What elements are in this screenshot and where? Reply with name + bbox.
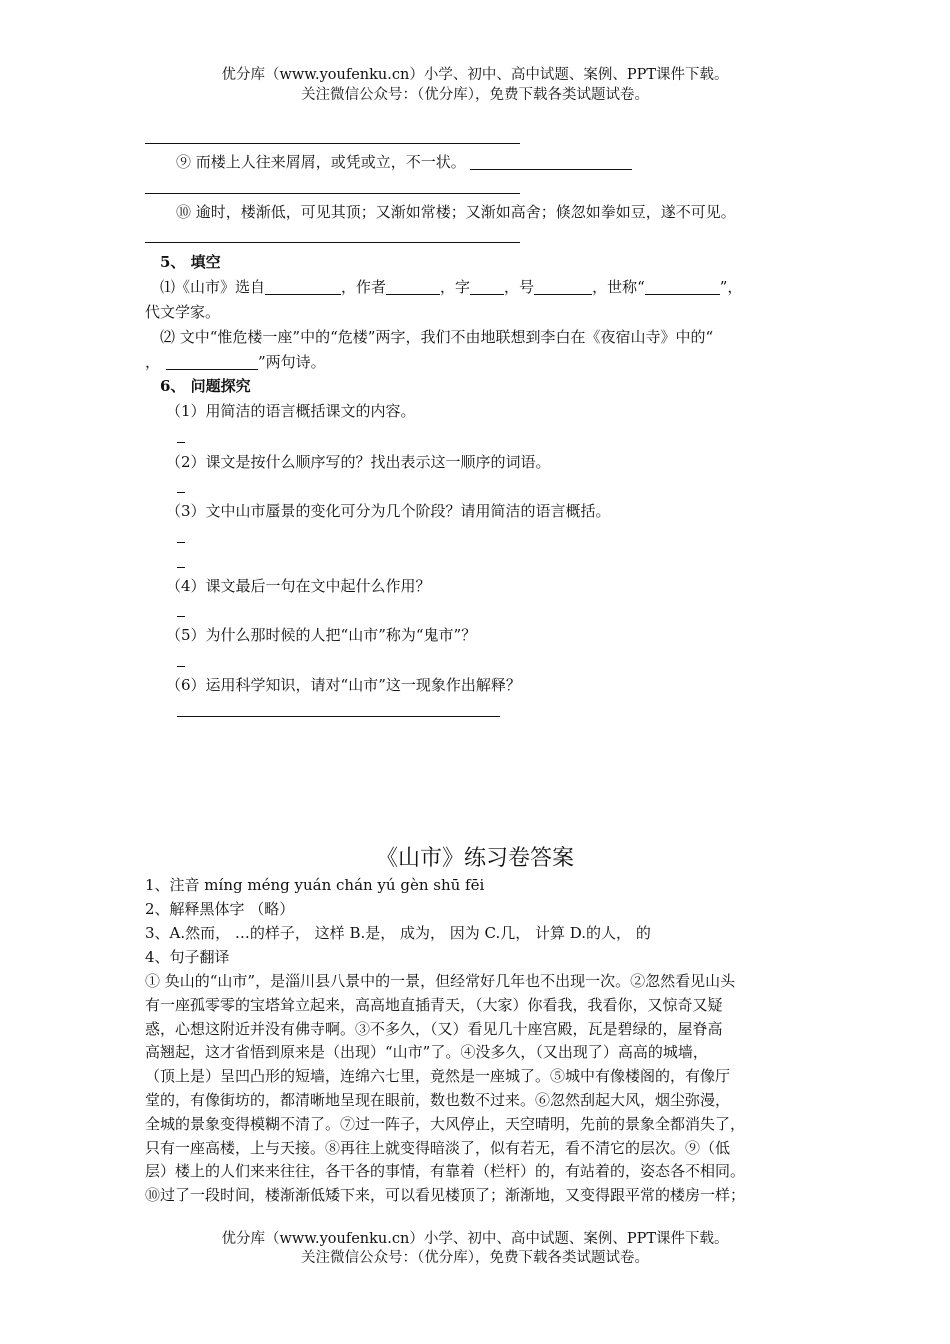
blank-source <box>265 278 341 295</box>
translation-line: ① 奂山的“山市”，是淄川县八景中的一景，但经常好几年也不出现一次。②忽然看见山头 <box>145 972 736 990</box>
header-line-1: 优分库（www.youfenku.cn）小学、初中、高中试题、案例、PPT课件下载。 <box>221 67 729 83</box>
answer-dash <box>177 567 185 568</box>
blank-poem <box>166 353 258 370</box>
footer-line-2: 关注微信公众号：（优分库），免费下载各类试题试卷。 <box>301 1250 649 1266</box>
answer-2: 2、解释黑体字 （略） <box>145 900 295 918</box>
fill-question-2: ⑵ 文中“惟危楼一座”中的“危楼”两字，我们不由地联想到李白在《夜宿山寺》中的“ <box>160 328 714 346</box>
question-1: （1）用简洁的语言概括课文的内容。 <box>166 402 416 420</box>
q2-text-2: ， <box>145 353 161 371</box>
translation-line: ⑩过了一段时间，楼渐渐低矮下来，可以看见楼顶了；渐渐地，又变得跟平常的楼房一样； <box>145 1186 746 1205</box>
fill-question-1 <box>160 277 742 297</box>
answer-1: 1、注音 míng méng yuán chán yú gèn shū fēi <box>145 876 485 894</box>
section-5-title: 5、 填空 <box>160 253 221 271</box>
answer-line <box>145 193 520 194</box>
q1-text-4: ，号 <box>504 278 535 296</box>
header-line-2: 关注微信公众号：（优分库），免费下载各类试题试卷。 <box>301 87 649 103</box>
translation-paragraph <box>145 970 745 1208</box>
translation-line: 惑，心想这附近并没有佛寺啊。③不多久，（又）看见几十座宫殿，瓦是碧绿的，屋脊高 <box>145 1019 723 1038</box>
fill-question-2-cont <box>145 352 326 372</box>
question-4: （4）课文最后一句在文中起什么作用？ <box>166 577 431 595</box>
translation-line: 层）楼上的人们来来往往，各干各的事情，有靠着（栏杆）的，有站着的，姿态各不相同。 <box>145 1162 746 1181</box>
question-3: （3）文中山市蜃景的变化可分为几个阶段？请用简洁的语言概括。 <box>166 502 611 520</box>
blank-title <box>645 278 720 295</box>
question-6: （6）运用科学知识，请对“山市”这一现象作出解释？ <box>166 676 521 694</box>
answer-dash <box>177 616 185 617</box>
q2-text-3: ”两句诗。 <box>258 353 326 371</box>
translation-line: （顶上是）呈凹凸形的短墙，连绵六七里，竟然是一座城了。⑤城中有像楼阁的，有像厅 <box>145 1067 731 1086</box>
translation-line: 有一座孤零零的宝塔耸立起来，高高地直插青天，（大家）你看我，我看你，又惊奇又疑 <box>145 995 723 1014</box>
section-6-title: 6、 问题探究 <box>160 377 251 395</box>
answer-4: 4、句子翻译 <box>145 948 230 966</box>
translation-line: 高翘起，这才省悟到原来是（出现）“山市”了。④没多久，（又出现了）高高的城墙， <box>145 1043 708 1062</box>
q1-text-5: ，世称“ <box>592 278 645 296</box>
answer-line <box>145 242 520 243</box>
answer-3: 3、A.然而， …的样子， 这样 B.是， 成为， 因为 C.几， 计算 D.的人， 的 <box>145 924 651 942</box>
footer-line-1: 优分库（www.youfenku.cn）小学、初中、高中试题、案例、PPT课件下载。 <box>221 1231 729 1247</box>
translation-line: 只有一座高楼，上与天接。⑧再往上就变得暗淡了，似有若无，看不清它的层次。⑨（低 <box>145 1138 731 1157</box>
fill-question-1-cont: 代文学家。 <box>145 303 221 321</box>
answer-line <box>177 716 500 717</box>
translation-line: 全城的景象变得模糊不清了。⑦过一阵子，大风停止，天空晴明，先前的景象全都消失了， <box>145 1114 746 1133</box>
q1-text-3: ，字 <box>440 278 471 296</box>
answer-dash <box>177 442 185 443</box>
answer-dash <box>177 666 185 667</box>
translate-item-9 <box>176 152 632 172</box>
translate-item-9-text: ⑨ 而楼上人往来屑屑，或凭或立，不一状。 <box>176 153 466 171</box>
q1-text-1: ⑴《山市》选自 <box>160 278 266 296</box>
answer-dash <box>177 492 185 493</box>
blank-author <box>386 278 440 295</box>
answer-dash <box>177 542 185 543</box>
blank-art-name <box>534 278 592 295</box>
q1-text-2: ，作者 <box>341 278 387 296</box>
translation-line: 堂的，有像街坊的，都清晰地呈现在眼前，数也数不过来。⑥忽然刮起大风，烟尘弥漫， <box>145 1090 731 1109</box>
answers-title: 《山市》练习卷答案 <box>375 846 574 871</box>
blank-courtesy-name <box>470 278 504 295</box>
question-2: （2）课文是按什么顺序写的？找出表示这一顺序的词语。 <box>166 453 551 471</box>
translate-item-10: ⑩ 逾时，楼渐低，可见其顶；又渐如常楼；又渐如高舍；倏忽如拳如豆，遂不可见。 <box>176 203 736 221</box>
answer-blank <box>470 153 632 170</box>
question-5: （5）为什么那时候的人把“山市”称为“鬼市”？ <box>166 626 477 644</box>
q1-text-6: ”， <box>719 278 743 296</box>
answer-line <box>145 143 520 144</box>
